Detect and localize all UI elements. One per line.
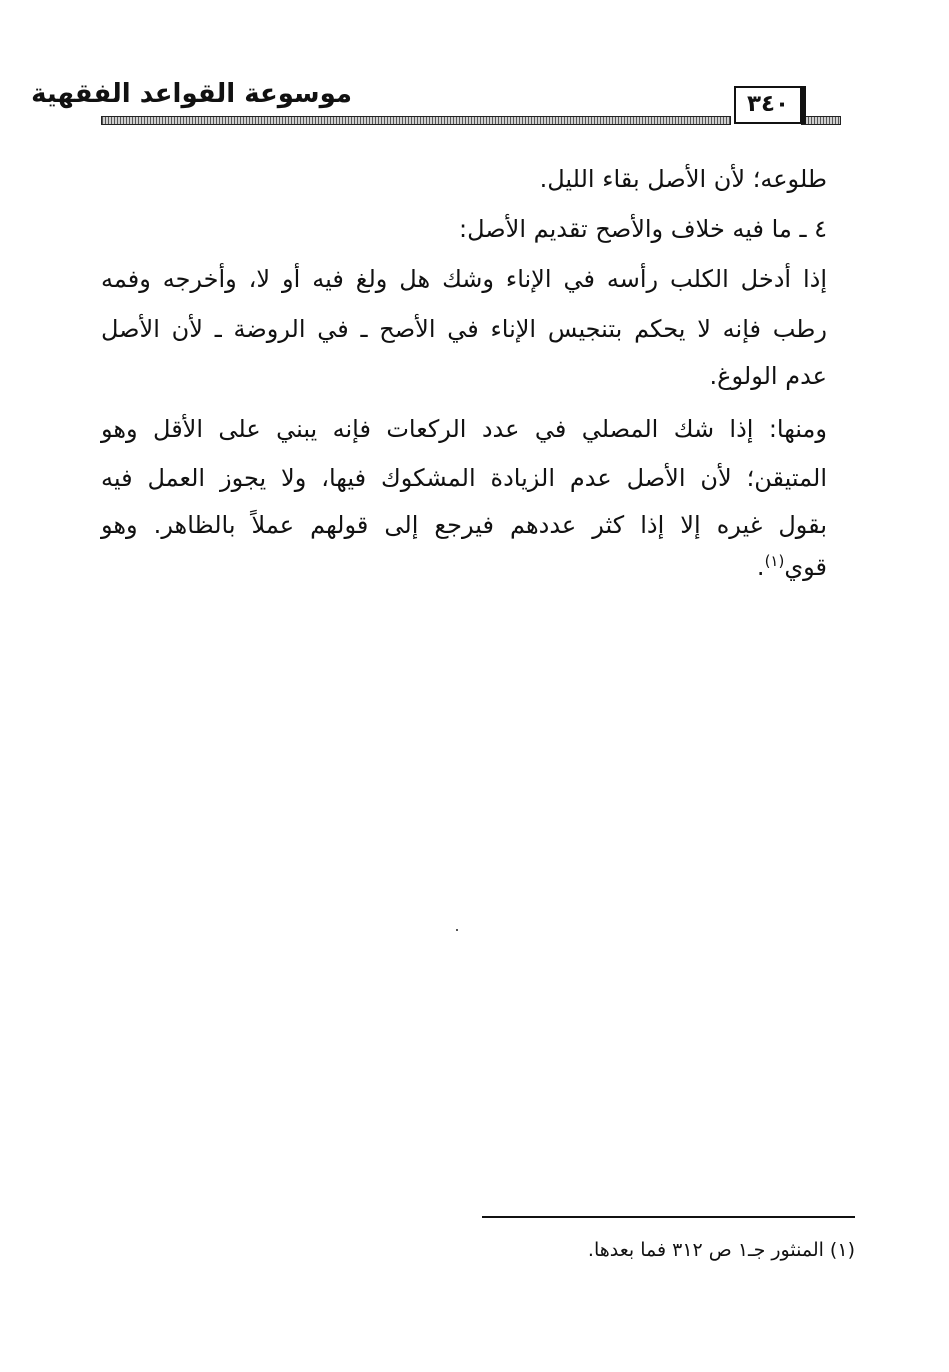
body-line-7: المتيقن؛ لأن الأصل عدم الزيادة المشكوك فيها، ولا يجوز العمل فيه (101, 464, 827, 492)
footnote-separator (482, 1216, 855, 1218)
body-line-9-end: . (756, 553, 765, 581)
body-line-3: إذا أدخل الكلب رأسه في الإناء وشك هل ولغ فيه أو لا، وأخرجه وفمه (101, 265, 827, 293)
body-line-2-heading: ٤ ـ ما فيه خلاف والأصح تقديم الأصل: (459, 215, 827, 243)
body-line-9 (101, 544, 827, 590)
header-rule-right (801, 116, 841, 125)
body-line-5: عدم الولوغ. (709, 362, 827, 390)
body-line-8: بقول غيره إلا إذا كثر عددهم فيرجع إلى قولهم عملاً بالظاهر. وهو (101, 511, 827, 539)
body-line-4: رطب فإنه لا يحكم بتنجيس الإناء في الأصح ـ في الروضة ـ لأن الأصل (101, 315, 827, 343)
page-number-box (734, 86, 802, 124)
body-line-6: ومنها: إذا شك المصلي في عدد الركعات فإنه يبني على الأقل وهو (101, 415, 827, 443)
footnote-marker: (١) (764, 552, 785, 570)
body-line-1: طلوعه؛ لأن الأصل بقاء الليل. (539, 165, 827, 193)
body-line-9-text: قوي (784, 553, 827, 581)
running-header-title: موسوعة القواعد الفقهية (31, 79, 352, 109)
header-rule-left (101, 116, 731, 125)
scan-speck (456, 929, 458, 931)
page-number: ٣٤٠ (746, 91, 790, 117)
footnote-text: (١) المنثور جـ١ ص ٣١٢ فما بعدها. (587, 1239, 855, 1261)
